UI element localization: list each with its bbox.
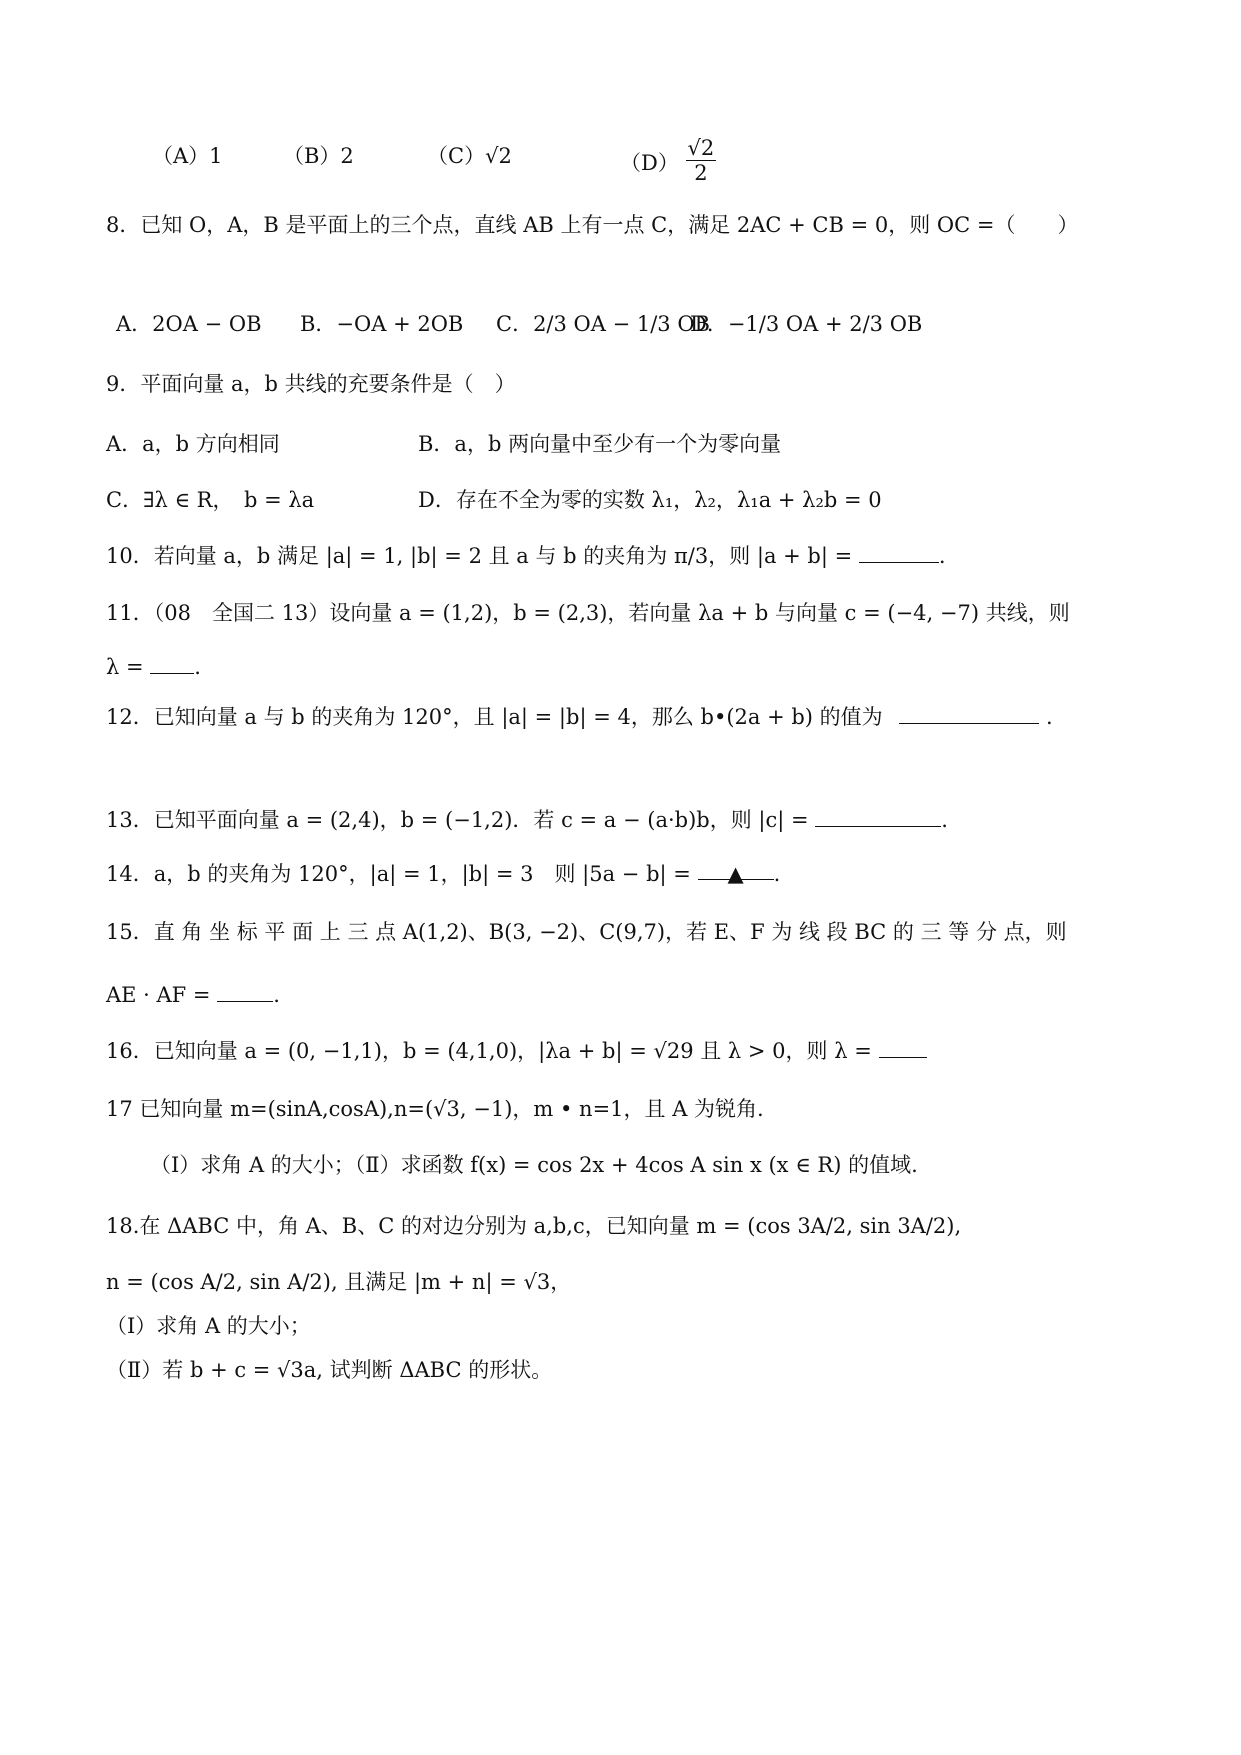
- q7-option-a: （A）1: [152, 144, 223, 168]
- fraction-denominator: 2: [694, 161, 708, 185]
- q7-option-d-fraction: [686, 136, 717, 185]
- answer-blank: [815, 806, 941, 827]
- triangle-mark-icon: ▲: [727, 862, 744, 886]
- q9-option-b: B．a，b 两向量中至少有一个为零向量: [418, 432, 782, 456]
- question-11-lambda: λ =: [106, 655, 144, 679]
- question-8-stem: 8．已知 O，A，B 是平面上的三个点，直线 AB 上有一点 C，满足 2AC + CB = 0，则 OC =（ ）: [106, 213, 1079, 237]
- question-17-line2: （Ⅰ）求角 A 的大小；（Ⅱ）求函数 f(x) = cos 2x + 4cos A sin x (x ∈ R) 的值域.: [150, 1153, 918, 1177]
- q7-option-c: （C）√2: [427, 144, 512, 168]
- question-13: 13．已知平面向量 a = (2,4)，b = (−1,2)．若 c = a − (a·b)b，则 |c| = .: [106, 808, 948, 832]
- q9-option-a: A．a，b 方向相同: [106, 432, 280, 456]
- question-12: 12．已知向量 a 与 b 的夹角为 120°，且 |a| = |b| = 4，那么 b•(2a + b) 的值为 .: [106, 705, 1053, 729]
- question-14-text: 14．a，b 的夹角为 120°，|a| = 1，|b| = 3 则 |5a − b| =: [106, 862, 691, 886]
- answer-blank: [698, 859, 774, 886]
- question-14: 14．a，b 的夹角为 120°，|a| = 1，|b| = 3 则 |5a − b| = ▲ .: [106, 859, 780, 889]
- question-10-text: 10．若向量 a，b 满足 |a| = 1, |b| = 2 且 a 与 b 的夹角为 π/3，则 |a + b| =: [106, 544, 853, 568]
- question-15-expr: AE · AF =: [106, 983, 211, 1007]
- question-17-line1: 17 已知向量 m=(sinA,cosA),n=(√3, −1)，m • n=1，且 A 为锐角.: [106, 1097, 764, 1121]
- question-15-line2: AE · AF = .: [106, 983, 280, 1007]
- q9-option-c: C．∃λ ∈ R， b = λa: [106, 488, 315, 512]
- question-15-line1: 15．直 角 坐 标 平 面 上 三 点 A(1,2)、B(3, −2)、C(9,7)，若 E、F 为 线 段 BC 的 三 等 分 点，则: [106, 920, 1067, 944]
- answer-blank: [150, 653, 194, 674]
- q9-option-d: D．存在不全为零的实数 λ₁，λ₂，λ₁a + λ₂b = 0: [418, 488, 882, 512]
- fraction-numerator: √2: [687, 136, 715, 160]
- question-13-text: 13．已知平面向量 a = (2,4)，b = (−1,2)．若 c = a − (a·b)b，则 |c| =: [106, 808, 809, 832]
- answer-blank: [859, 542, 939, 563]
- answer-blank: [217, 981, 273, 1002]
- question-18-line4: （Ⅱ）若 b + c = √3a, 试判断 ΔABC 的形状。: [106, 1358, 553, 1382]
- q7-option-b: （B）2: [283, 144, 354, 168]
- answer-blank: [899, 703, 1039, 724]
- question-16-text: 16．已知向量 a = (0, −1,1)，b = (4,1,0)，|λa + b| = √29 且 λ > 0，则 λ =: [106, 1039, 872, 1063]
- question-18-line1: 18.在 ΔABC 中，角 A、B、C 的对边分别为 a,b,c，已知向量 m = (cos 3A/2, sin 3A/2),: [106, 1214, 962, 1238]
- question-9-stem: 9．平面向量 a，b 共线的充要条件是（ ）: [106, 372, 516, 396]
- question-18-line3: （Ⅰ）求角 A 的大小；: [106, 1314, 311, 1338]
- question-11-line1: 11．（08 全国二 13）设向量 a = (1,2)，b = (2,3)，若向量 λa + b 与向量 c = (−4, −7) 共线，则: [106, 601, 1070, 625]
- question-11-line2: λ = .: [106, 655, 201, 679]
- q7-option-d: [620, 136, 716, 189]
- question-18-line2: n = (cos A/2, sin A/2), 且满足 |m + n| = √3，: [106, 1270, 572, 1294]
- q8-option-d: D．−1/3 OA + 2/3 OB: [690, 312, 923, 336]
- q8-option-a: A．2OA − OB: [116, 312, 262, 336]
- q8-option-b: B．−OA + 2OB: [300, 312, 464, 336]
- question-16: [106, 1036, 927, 1066]
- q7-option-d-label: （D）: [620, 151, 679, 175]
- question-12-text: 12．已知向量 a 与 b 的夹角为 120°，且 |a| = |b| = 4，那么 b•(2a + b) 的值为: [106, 705, 883, 729]
- q8-option-c: C．2/3 OA − 1/3 OB: [496, 312, 710, 336]
- answer-blank: [879, 1037, 927, 1058]
- question-10: 10．若向量 a，b 满足 |a| = 1, |b| = 2 且 a 与 b 的夹角为 π/3，则 |a + b| = .: [106, 544, 946, 568]
